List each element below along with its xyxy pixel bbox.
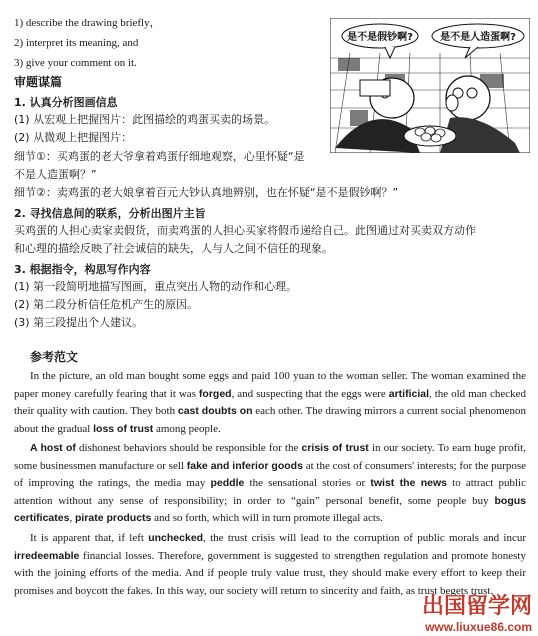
key-phrase: forged [198,387,232,400]
step3-line2: (2) 第二段分析信任危机产生的原因。 [14,298,199,311]
key-phrase: A host of [30,442,76,454]
step1-line2: (2) 从微观上把握图片： [14,131,133,144]
watermark-logo: 出国留学网 [421,594,532,619]
sample-title: 参考范文 [30,350,79,364]
key-phrase: fake and inferior goods [186,459,303,472]
step3-line1: (1) 第一段简明地描写图画，重点突出人物的动作和心理。 [14,280,298,293]
essay-text: to attract public attention without any sense of responsibility; in order to “gain” personal benefit, some people buy [14,477,526,507]
key-phrase: pirate products [74,512,152,524]
step1-line1: (1) 从宏观上把握图片：此图描绘的鸡蛋买卖的场景。 [14,113,276,126]
essay-text: in our society. To earn huge profit, some businessmen manufacture or sell [14,442,526,472]
step2-heading: 2. 寻找信息间的联系，分析出图片主旨 [14,207,206,220]
step3-line3: (3) 第三段提出个人建议。 [14,316,144,329]
essay-text: among people. [153,422,221,435]
key-phrase: cast doubts on [177,405,253,417]
essay-text: , [69,512,75,524]
essay-text: It is apparent that, if left [30,532,149,544]
key-phrase: loss of trust [93,422,154,435]
instruction-1: 1) describe the drawing briefly， [14,17,161,29]
essay-paragraph-1 [14,368,526,438]
essay-text: , the trust crisis will lead to the corruption of public morals and incur [203,532,526,544]
step3-heading: 3. 根据指令，构思写作内容 [14,263,151,276]
key-phrase: irredeemable [14,549,80,562]
watermark-url: www.liuxue86.com [425,620,532,634]
step2-line2: 和心理的描绘反映了社会诚信的缺失，人与人之间不信任的现象。 [14,242,333,255]
section-title: 审题谋篇 [14,75,63,89]
essay-text: , the old man checked their quality with caution. They both [14,387,526,417]
key-phrase: bogus certificates [14,494,526,524]
key-phrase: peddle [210,477,245,489]
essay-paragraph-2 [14,440,526,528]
essay-text: In the picture, an old man bought some eggs and paid 100 yuan to the woman seller. The woman examined the paper money carefully fearing that it was [14,370,526,400]
essay-text: at the cost of consumers' interests; for the purpose of improving the ratings, the media may [14,459,526,489]
key-phrase: crisis of trust [301,442,369,454]
essay-text: dishonest behaviors should be responsible for the [75,442,302,454]
speech-bubble-left: 是不是假钞啊? [347,32,413,43]
speech-bubble-right: 是不是人造蛋啊? [440,32,516,43]
step1-line3b: 不是人造蛋啊？” [14,168,97,181]
instruction-2: 2) interpret its meaning, and [14,37,139,49]
step1-heading: 1. 认真分析图画信息 [14,96,118,109]
essay-text: the sensational stories or [244,477,371,489]
essay-text: and so forth, which will in turn promote illegal acts. [151,512,383,524]
instruction-3: 3) give your comment on it. [14,57,137,69]
essay-text: financial losses. Therefore, government is suggested to strengthen regulation and promote honesty with the joining efforts of the media. And if people truly value trust, they should make every effort to keep their promises and boycott the fakes. In this way, our society will return to sincerity and faith, as trust begets trust. [14,549,526,597]
step1-line3a: 细节①：买鸡蛋的老大爷拿着鸡蛋仔细地观察，心里怀疑“是 [14,150,305,163]
key-phrase: twist the news [370,477,447,489]
key-phrase: unchecked [148,532,204,544]
step2-line1: 买鸡蛋的人担心卖家卖假货，而卖鸡蛋的人担心买家将假币递给自己。此图通过对买卖双方动作 [14,224,476,237]
cartoon-illustration [330,18,530,153]
essay-text: , and suspecting that the eggs were [231,387,389,400]
key-phrase: artificial [388,387,430,400]
essay-text: each other. The drawing mirrors a current social phenomenon about the gradual [14,405,527,435]
watermark [422,589,532,634]
step1-line4: 细节②：卖鸡蛋的老大娘拿着百元大钞认真地辨别，也在怀疑“是不是假钞啊？” [14,186,399,199]
